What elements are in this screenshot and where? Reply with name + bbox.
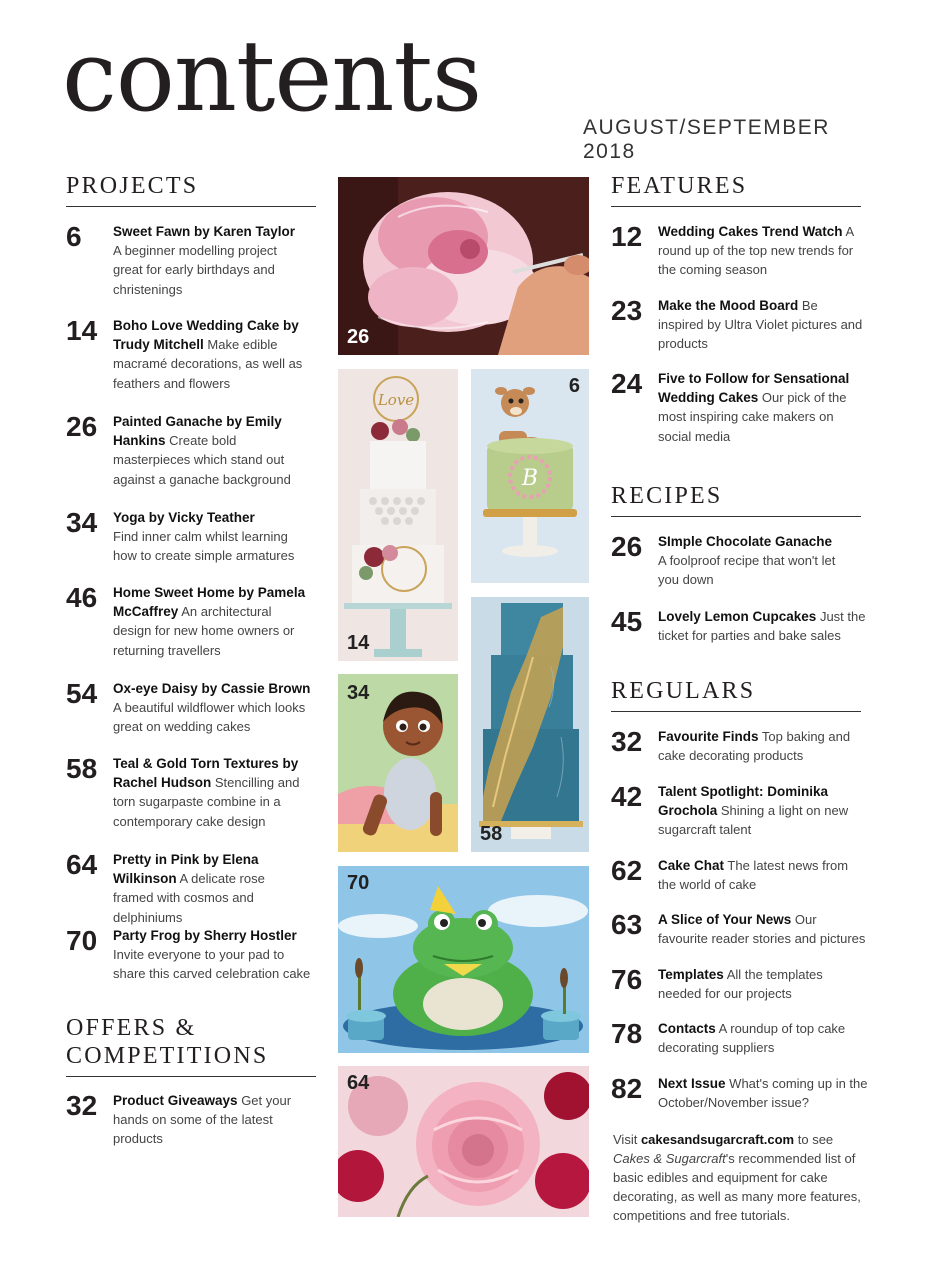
pink-rose-image[interactable] xyxy=(338,1066,589,1217)
project-entry[interactable] xyxy=(66,583,316,658)
offers-heading-line1: OFFERS & xyxy=(66,1015,197,1041)
photo-page-number: 70 xyxy=(347,872,370,894)
entry-description: Top baking and cake decorating products xyxy=(658,729,851,764)
page-number: 76 xyxy=(611,964,643,995)
entry-description: A foolproof recipe that won't let you down xyxy=(658,553,836,588)
offers-heading-line2: COMPETITIONS xyxy=(66,1043,269,1069)
projects-heading: PROJECTS xyxy=(66,172,316,207)
page-number: 46 xyxy=(66,582,98,613)
regular-entry[interactable] xyxy=(611,782,863,842)
entry-description: Find inner calm whilst learning how to create simple armatures xyxy=(113,529,295,564)
page-number: 54 xyxy=(66,678,98,709)
note-text: Visit xyxy=(613,1132,641,1147)
entry-description: Stencilling and torn sugarpaste combine in a contemporary cake design xyxy=(113,775,300,829)
entry-title: A Slice of Your News xyxy=(658,912,792,927)
page-number: 26 xyxy=(611,531,643,562)
feature-entry[interactable] xyxy=(611,296,863,356)
entry-description: Shining a light on new sugarcraft talent xyxy=(658,803,849,838)
photo-page-number: 64 xyxy=(347,1072,370,1094)
entry-title: Talent Spotlight: Dominika Grochola xyxy=(658,784,828,819)
page-number: 6 xyxy=(66,221,82,252)
entry-title: Contacts xyxy=(658,1021,716,1036)
photo-page-number: 14 xyxy=(347,632,370,654)
page-number: 24 xyxy=(611,368,643,399)
entry-description: Our pick of the most inspiring cake makers on social media xyxy=(658,390,847,444)
entry-description: What's coming up in the October/November issue? xyxy=(658,1076,868,1111)
entry-title: Make the Mood Board xyxy=(658,298,799,313)
entry-description: Be inspired by Ultra Violet pictures and products xyxy=(658,298,863,352)
recipe-entry[interactable] xyxy=(611,532,863,592)
feature-entry[interactable] xyxy=(611,369,863,449)
fawn-cake-image[interactable] xyxy=(471,369,589,583)
entry-description: The latest news from the world of cake xyxy=(658,858,849,893)
entry-title: Teal & Gold Torn Textures by Rachel Hudson xyxy=(113,756,299,791)
note-text: 's recommended list of basic edibles and equipment for cake decorating, as well as many more features, competitions and free tutorials. xyxy=(613,1151,861,1223)
page-number: 26 xyxy=(66,411,98,442)
page-number: 45 xyxy=(611,606,643,637)
feature-entry[interactable] xyxy=(611,222,863,282)
page-number: 34 xyxy=(66,507,98,538)
offer-entry[interactable] xyxy=(66,1091,316,1151)
entry-description: A roundup of top cake decorating suppliers xyxy=(658,1021,846,1056)
entry-title: Favourite Finds xyxy=(658,729,759,744)
entry-title: Product Giveaways xyxy=(113,1093,238,1108)
photo-page-number: 6 xyxy=(568,375,580,397)
entry-description: All the templates needed for our projects xyxy=(658,967,823,1002)
entry-title: Pretty in Pink by Elena Wilkinson xyxy=(113,852,259,887)
entry-description: A beginner modelling project great for early birthdays and christenings xyxy=(113,243,278,297)
project-entry[interactable] xyxy=(66,679,316,739)
page-number: 14 xyxy=(66,315,98,346)
entry-title: Painted Ganache by Emily Hankins xyxy=(113,414,282,449)
entry-description: A round up of the top new trends for the coming season xyxy=(658,224,854,278)
entry-description: A beautiful wildflower which looks great on wedding cakes xyxy=(113,700,306,735)
cake-monogram: B xyxy=(521,466,539,491)
page-title: contents xyxy=(62,20,482,134)
entry-title: Home Sweet Home by Pamela McCaffrey xyxy=(113,585,306,620)
entry-title: SImple Chocolate Ganache xyxy=(658,534,833,549)
page-number: 78 xyxy=(611,1018,643,1049)
project-entry[interactable] xyxy=(66,926,316,986)
page-number: 42 xyxy=(611,781,643,812)
page-number: 62 xyxy=(611,855,643,886)
photo-page-number: 58 xyxy=(480,823,503,845)
regular-entry[interactable] xyxy=(611,909,866,955)
entry-title: Party Frog by Sherry Hostler xyxy=(113,928,297,943)
page-number: 64 xyxy=(66,849,98,880)
page-number: 32 xyxy=(66,1090,98,1121)
entry-title: Lovely Lemon Cupcakes xyxy=(658,609,817,624)
entry-description: Get your hands on some of the latest products xyxy=(113,1093,292,1147)
regulars-heading: REGULARS xyxy=(611,677,861,712)
entry-description: Create bold masterpieces which stand out against a ganache background xyxy=(113,433,291,487)
teal-gold-cake-image[interactable] xyxy=(471,597,589,852)
entry-title: Five to Follow for Sensational Wedding Cakes xyxy=(658,371,850,406)
photo-page-number: 26 xyxy=(347,326,370,348)
regular-entry[interactable] xyxy=(611,856,863,901)
entry-title: Templates xyxy=(658,967,724,982)
peony-painting-image[interactable] xyxy=(338,177,589,355)
regular-entry[interactable] xyxy=(611,965,863,1010)
project-entry[interactable] xyxy=(66,849,316,925)
entry-description: Invite everyone to your pad to share this carved celebration cake xyxy=(113,947,311,982)
website-note xyxy=(613,1130,868,1225)
cake-topper-text: Love xyxy=(377,391,415,409)
project-entry[interactable] xyxy=(66,508,316,568)
entry-title: Ox-eye Daisy by Cassie Brown xyxy=(113,681,311,696)
regular-entry[interactable] xyxy=(611,1019,863,1064)
page-number: 23 xyxy=(611,295,643,326)
recipe-entry[interactable] xyxy=(611,606,866,652)
project-entry[interactable] xyxy=(66,316,316,391)
photo-page-number: 34 xyxy=(347,682,370,704)
page-number: 82 xyxy=(611,1073,643,1104)
page-number: 70 xyxy=(66,925,98,956)
entry-title: Next Issue xyxy=(658,1076,726,1091)
page-number: 58 xyxy=(66,753,98,784)
website-link[interactable]: cakesandsugarcraft.com xyxy=(640,1132,795,1147)
regular-entry[interactable] xyxy=(611,727,863,772)
project-entry[interactable] xyxy=(66,412,316,487)
entry-description: Make edible macramé decorations, as well as feathers and flowers xyxy=(113,337,303,391)
page-number: 12 xyxy=(611,221,643,252)
recipes-heading: RECIPES xyxy=(611,482,861,517)
entry-title: Cake Chat xyxy=(658,858,725,873)
entry-description: A delicate rose framed with cosmos and delphiniums xyxy=(113,871,265,925)
tiered-wedding-cake-image[interactable] xyxy=(338,369,458,661)
entry-title: Wedding Cakes Trend Watch xyxy=(658,224,843,239)
issue-date: AUGUST/SEPTEMBER 2018 xyxy=(583,116,830,163)
note-text: to see xyxy=(794,1132,834,1147)
entry-title: Yoga by Vicky Teather xyxy=(113,510,255,525)
project-entry[interactable] xyxy=(66,222,316,297)
offers-heading xyxy=(66,1014,316,1077)
regular-entry[interactable] xyxy=(611,1073,868,1119)
entry-description: An architectural design for new home owners or returning travellers xyxy=(113,604,295,658)
magazine-name: Cakes & Sugarcraft xyxy=(613,1151,726,1166)
frog-cake-image[interactable] xyxy=(338,866,589,1053)
entry-description: Just the ticket for parties and bake sales xyxy=(658,609,866,644)
page-number: 32 xyxy=(611,726,643,757)
features-heading: FEATURES xyxy=(611,172,861,207)
entry-title: Sweet Fawn by Karen Taylor xyxy=(113,224,296,239)
project-entry[interactable] xyxy=(66,754,316,829)
entry-description: Our favourite reader stories and pictures xyxy=(658,912,866,947)
entry-title: Boho Love Wedding Cake by Trudy Mitchell xyxy=(113,318,299,353)
yoga-girl-cake-image[interactable] xyxy=(338,674,458,852)
page-number: 63 xyxy=(611,909,643,940)
